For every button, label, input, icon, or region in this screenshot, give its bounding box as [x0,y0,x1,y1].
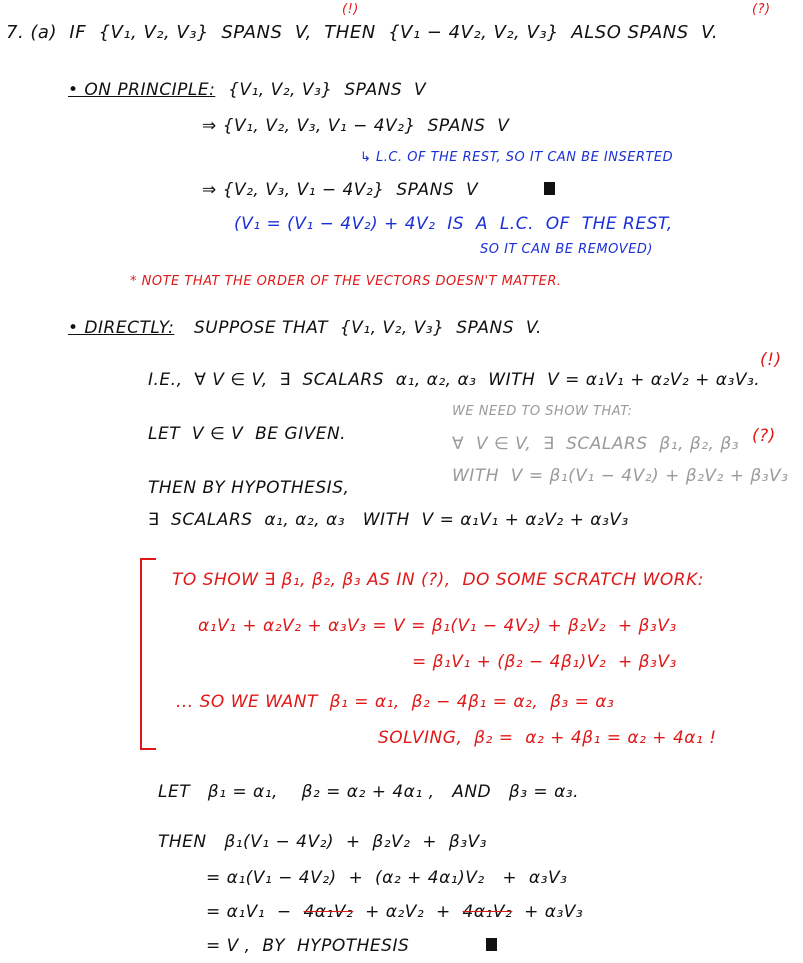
let-betas: LET β₁ = α₁, β₂ = α₂ + 4α₁ , AND β₃ = α₃. [158,782,579,802]
need-question-mark: (?) [752,426,776,446]
then-expression: THEN β₁(V₁ − 4V₂) + β₂V₂ + β₃V₃ [158,832,487,852]
equation-line3: = V , BY HYPOTHESIS [206,936,410,956]
principle-note-removed-1: (V₁ = (V₁ − 4V₂) + 4V₂ IS A L.C. OF THE REST, [234,214,673,234]
order-note: * NOTE THAT THE ORDER OF THE VECTORS DOESN'T MATTER. [130,274,562,289]
problem-statement: 7. (a) IF {V₁, V₂, V₃} SPANS V, THEN {V₁ − 4V₂, V₂, V₃} ALSO SPANS V. [6,22,719,43]
on-principle-label: • ON PRINCIPLE: [68,80,216,100]
scratch-bracket [140,558,156,750]
principle-note-inserted: ↳ L.C. OF THE REST, SO IT CAN BE INSERTED [360,150,674,165]
qed-square-1 [544,182,555,195]
exists-scalars: ∃ SCALARS α₁, α₂, α₃ WITH V = α₁V₁ + α₂V₂ + α₃V₃ [148,510,629,530]
principle-line3: ⇒ {V₂, V₃, V₁ − 4V₂} SPANS V [202,180,479,200]
eq2-cancel-2: 4α₁V₂ [462,902,513,922]
eq2-part-c: + α₂V₂ + [353,902,463,922]
principle-line1: {V₁, V₂, V₃} SPANS V [228,80,427,100]
eq2-part-a: = α₁V₁ − [206,902,304,922]
scratch-line5: SOLVING, β₂ = α₂ + 4β₁ = α₂ + 4α₁ ! [378,728,717,748]
ie-line: I.E., ∀ V ∈ V, ∃ SCALARS α₁, α₂, α₃ WITH V = α₁V₁ + α₂V₂ + α₃V₃. [148,370,761,390]
equation-line2 [206,902,583,922]
ie-exclaim-mark: (!) [760,350,782,370]
scratch-line3: = β₁V₁ + (β₂ − 4β₁)V₂ + β₃V₃ [412,652,677,672]
eq2-part-e: + α₃V₃ [512,902,584,922]
principle-note-removed-2: SO IT CAN BE REMOVED) [480,242,653,257]
question-mark: (?) [752,2,771,17]
suppose-line: SUPPOSE THAT {V₁, V₂, V₃} SPANS V. [194,318,542,338]
directly-label: • DIRECTLY: [68,318,175,338]
scratch-line4: ... SO WE WANT β₁ = α₁, β₂ − 4β₁ = α₂, β₃ = α₃ [176,692,615,712]
eq2-cancel-1: 4α₁V₂ [303,902,354,922]
need-line1: WE NEED TO SHOW THAT: [452,404,633,419]
need-line3: WITH V = β₁(V₁ − 4V₂) + β₂V₂ + β₃V₃ [452,466,789,486]
qed-square-2 [486,938,497,951]
scratch-line2: α₁V₁ + α₂V₂ + α₃V₃ = V = β₁(V₁ − 4V₂) + β₂V₂ + β₃V₃ [198,616,677,636]
scratch-line1: TO SHOW ∃ β₁, β₂, β₃ AS IN (?), DO SOME SCRATCH WORK: [172,570,704,590]
principle-line2: ⇒ {V₁, V₂, V₃, V₁ − 4V₂} SPANS V [202,116,510,136]
then-hypothesis: THEN BY HYPOTHESIS, [148,478,350,498]
equation-line1: = α₁(V₁ − 4V₂) + (α₂ + 4α₁)V₂ + α₃V₃ [206,868,568,888]
exclaim-mark: (!) [342,2,359,17]
need-line2: ∀ V ∈ V, ∃ SCALARS β₁, β₂, β₃ [452,434,740,454]
let-v-line: LET V ∈ V BE GIVEN. [148,424,347,444]
